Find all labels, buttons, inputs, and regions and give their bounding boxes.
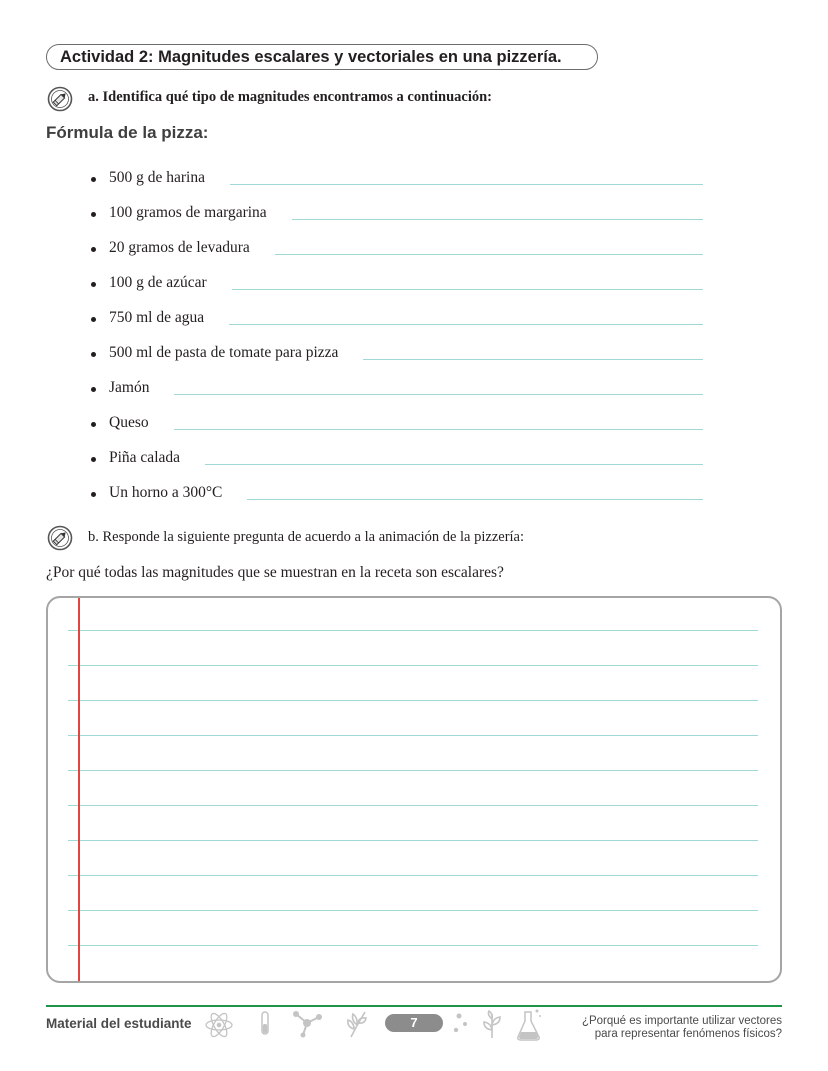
ruled-line (68, 630, 758, 631)
item-text: 500 ml de pasta de tomate para pizza (109, 344, 339, 361)
list-item (88, 446, 703, 470)
pencil-icon (47, 525, 73, 551)
footer-question-line-1: ¿Porqué es importante utilizar vectores (581, 1015, 782, 1027)
footer-question (582, 1015, 782, 1041)
list-item (88, 201, 703, 225)
bullet (91, 247, 96, 252)
ruled-line (68, 735, 758, 736)
item-text: 100 g de azúcar (109, 274, 207, 291)
footer-label: Material del estudiante (46, 1016, 192, 1031)
item-text: 500 g de harina (109, 169, 205, 186)
bullet (91, 317, 96, 322)
bullet (91, 212, 96, 217)
item-text: 100 gramos de margarina (109, 204, 267, 221)
bullet (91, 492, 96, 497)
flask-icon (514, 1008, 544, 1042)
answer-line[interactable] (363, 359, 703, 360)
instruction-a: a. Identifica qué tipo de magnitudes encontramos a continuación: (88, 89, 493, 105)
answer-line[interactable] (205, 464, 703, 465)
ruled-line (68, 700, 758, 701)
atom-icon (203, 1010, 235, 1040)
bullet (91, 387, 96, 392)
list-item (88, 376, 703, 400)
list-item (88, 166, 703, 190)
plant-icon (345, 1009, 369, 1039)
answer-line[interactable] (292, 219, 703, 220)
list-item (88, 306, 703, 330)
item-text: Un horno a 300°C (109, 484, 223, 501)
bullet (91, 457, 96, 462)
item-text: 20 gramos de levadura (109, 239, 250, 256)
ruled-line (68, 945, 758, 946)
bullet (91, 177, 96, 182)
answer-box[interactable] (46, 596, 782, 983)
list-item (88, 411, 703, 435)
item-text: Piña calada (109, 449, 181, 466)
instruction-b: b. Responde la siguiente pregunta de acuerdo a la animación de la pizzería: (88, 529, 525, 545)
molecule-icon (290, 1008, 324, 1038)
margin-line (78, 598, 80, 981)
list-item (88, 341, 703, 365)
ruled-line (68, 840, 758, 841)
list-item (88, 481, 703, 505)
bullet (91, 282, 96, 287)
ruled-line (68, 875, 758, 876)
ruled-line (68, 665, 758, 666)
plant-icon (480, 1009, 504, 1039)
section-title: Fórmula de la pizza: (46, 123, 209, 142)
question: ¿Por qué todas las magnitudes que se muestran en la receta son escalares? (46, 564, 504, 581)
bullet (91, 352, 96, 357)
page-number: 7 (385, 1014, 443, 1032)
test-tube-icon (258, 1010, 272, 1038)
answer-line[interactable] (230, 184, 703, 185)
item-text: 750 ml de agua (109, 309, 205, 326)
list-item (88, 271, 703, 295)
answer-line[interactable] (174, 394, 703, 395)
answer-line[interactable] (247, 499, 703, 500)
answer-line[interactable] (174, 429, 703, 430)
footer-rule (46, 1005, 782, 1007)
answer-line[interactable] (232, 289, 703, 290)
dots-icon (450, 1012, 470, 1036)
bullet (91, 422, 96, 427)
footer-question-line-2: para representar fenómenos físicos? (594, 1028, 782, 1040)
answer-line[interactable] (275, 254, 703, 255)
ruled-line (68, 910, 758, 911)
ruled-line (68, 770, 758, 771)
answer-line[interactable] (229, 324, 703, 325)
list-item (88, 236, 703, 260)
item-text: Jamón (109, 379, 150, 396)
ruled-line (68, 805, 758, 806)
activity-title: Actividad 2: Magnitudes escalares y vectoriales en una pizzería. (46, 44, 598, 70)
pencil-icon (47, 86, 73, 112)
item-text: Queso (109, 414, 149, 431)
